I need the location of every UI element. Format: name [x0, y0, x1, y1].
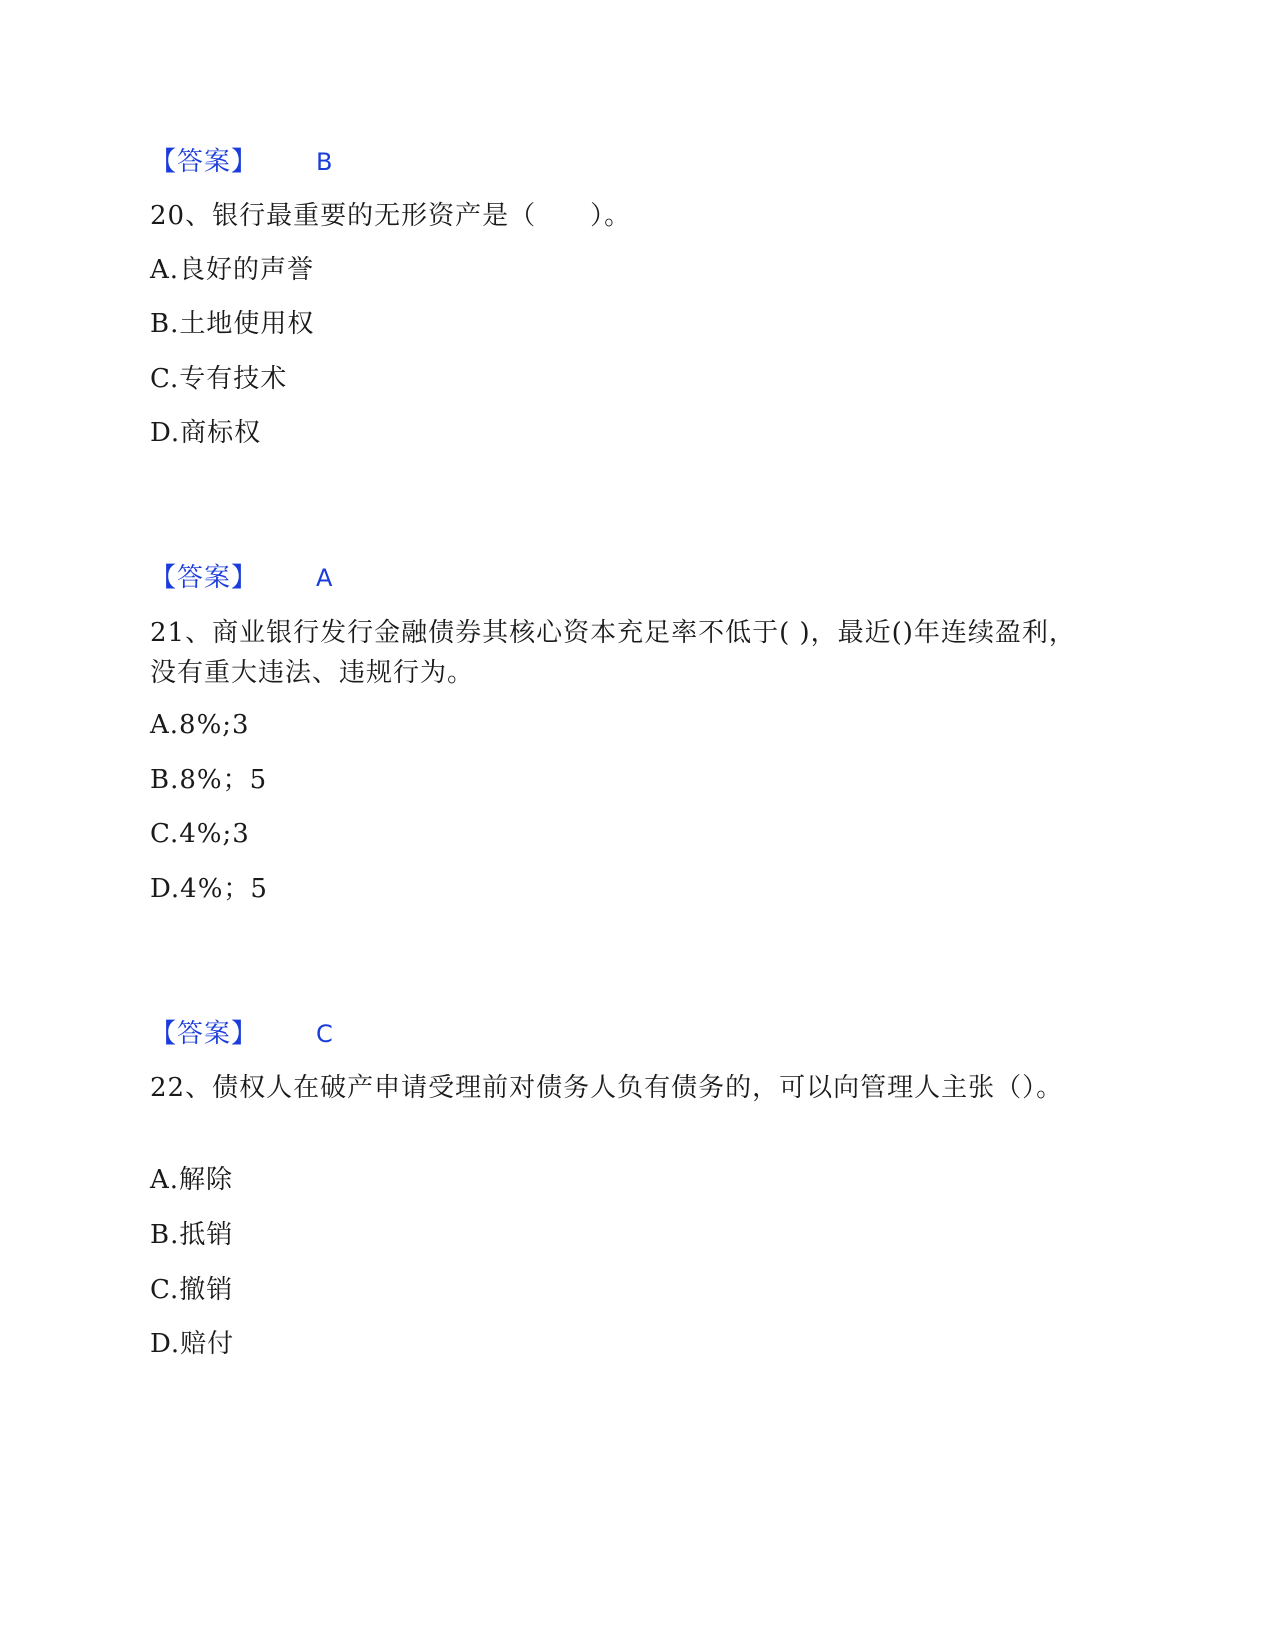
answer-label: 【答案】 [150, 563, 259, 593]
answer-value: C [316, 1020, 333, 1048]
option-d: D.4%；5 [150, 874, 268, 904]
option-a: A.解除 [150, 1165, 234, 1195]
answer-line [150, 142, 332, 182]
option-c: C.撤销 [150, 1275, 234, 1305]
answer-label: 【答案】 [150, 147, 259, 177]
answer-line [150, 1014, 333, 1054]
question-text: 20、银行最重要的无形资产是（ ）。 [150, 201, 632, 231]
answer-line [150, 558, 332, 598]
option-c: C.专有技术 [150, 364, 288, 394]
option-b: B.8%；5 [150, 765, 268, 795]
question-text: 22、债权人在破产申请受理前对债务人负有债务的，可以向管理人主张（）。 [150, 1073, 1064, 1103]
answer-value: A [316, 564, 333, 592]
option-c: C.4%;3 [150, 819, 250, 849]
answer-label: 【答案】 [150, 1019, 259, 1049]
option-d: D.赔付 [150, 1329, 235, 1359]
option-a: A.良好的声誉 [150, 255, 315, 285]
option-d: D.商标权 [150, 418, 262, 448]
question-text: 21、商业银行发行金融债券其核心资本充足率不低于( )，最近()年连续盈利，没有重大违法、违规行为。 [150, 618, 1076, 688]
option-b: B.土地使用权 [150, 309, 315, 339]
option-b: B.抵销 [150, 1220, 234, 1250]
answer-value: B [316, 148, 333, 176]
option-a: A.8%;3 [150, 710, 250, 740]
